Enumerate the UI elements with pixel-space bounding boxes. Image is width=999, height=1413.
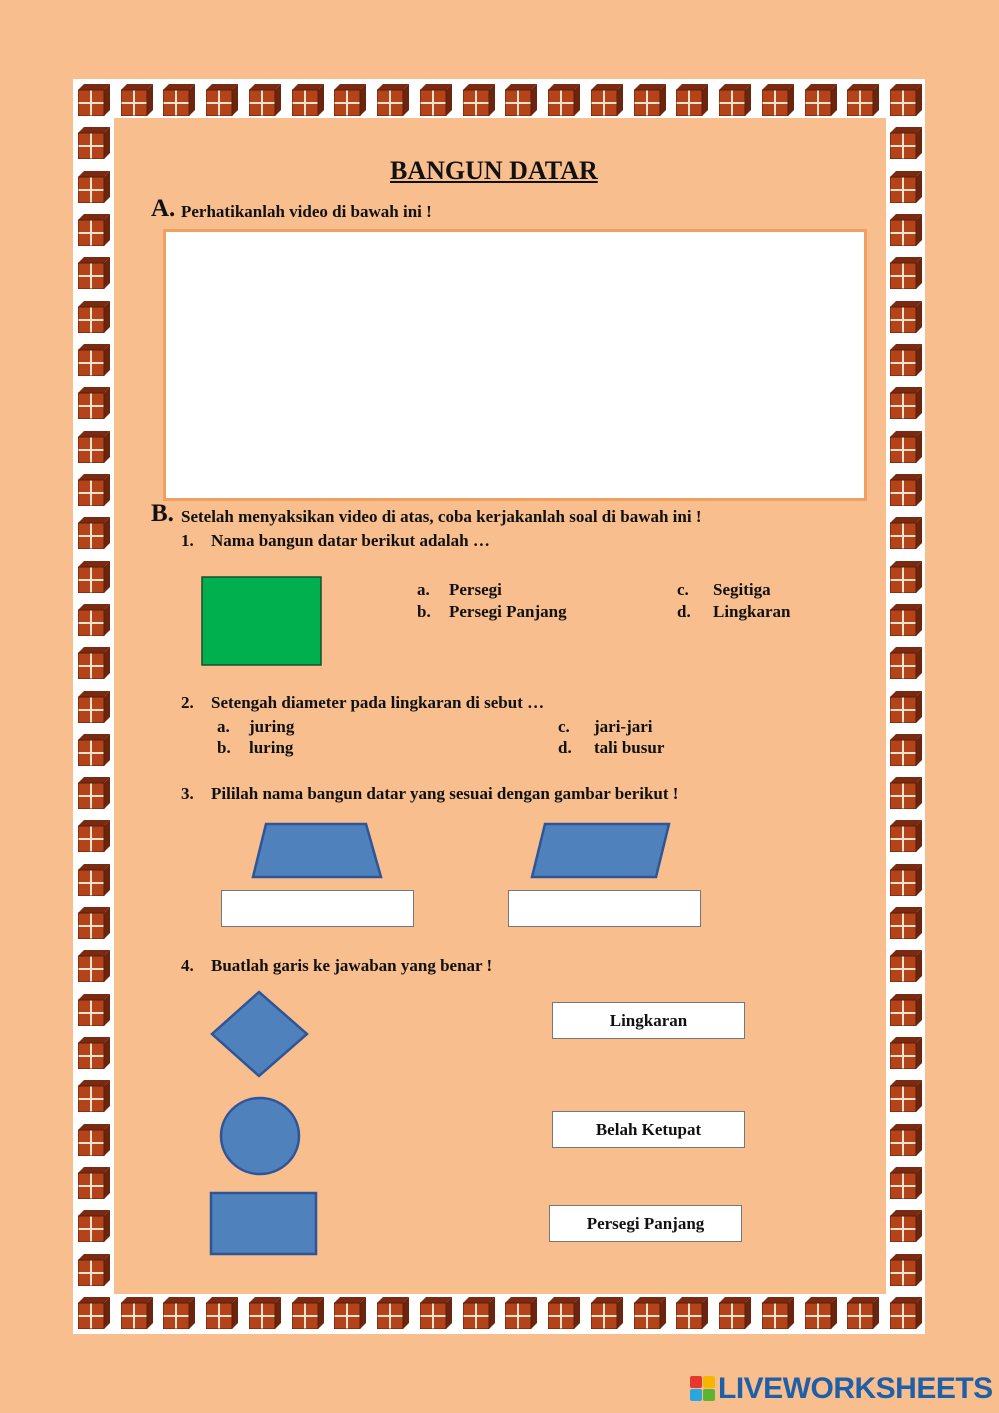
- q1-option-a-letter: a.: [417, 580, 430, 599]
- liveworksheets-logo-icon: [690, 1376, 716, 1402]
- brick-icon: [847, 1297, 879, 1329]
- brick-icon: [420, 1297, 452, 1329]
- brick-icon: [505, 1297, 537, 1329]
- question-4-number: 4.: [181, 956, 194, 975]
- circle-icon[interactable]: [218, 1095, 302, 1177]
- brick-icon: [78, 1167, 110, 1199]
- q2-option-d-letter: d.: [558, 738, 572, 757]
- brick-icon: [890, 431, 922, 463]
- q1-option-c[interactable]: Segitiga: [713, 580, 771, 599]
- brick-icon: [78, 907, 110, 939]
- green-square-icon: [201, 576, 323, 667]
- q4-label-lingkaran[interactable]: Lingkaran: [552, 1002, 745, 1039]
- brick-icon: [463, 84, 495, 116]
- brick-icon: [591, 84, 623, 116]
- worksheet-title: BANGUN DATAR: [390, 156, 598, 185]
- brick-icon: [78, 1210, 110, 1242]
- brick-icon: [890, 344, 922, 376]
- brick-icon: [78, 604, 110, 636]
- brick-icon: [377, 84, 409, 116]
- brick-icon: [163, 84, 195, 116]
- brick-icon: [762, 1297, 794, 1329]
- brick-icon: [505, 84, 537, 116]
- brick-icon: [890, 647, 922, 679]
- brick-icon: [548, 1297, 580, 1329]
- brick-icon: [890, 84, 922, 116]
- brick-icon: [805, 84, 837, 116]
- brick-icon: [634, 84, 666, 116]
- brick-icon: [890, 691, 922, 723]
- brick-icon: [890, 127, 922, 159]
- brick-icon: [890, 1124, 922, 1156]
- section-a-letter: A.: [151, 195, 176, 222]
- q2-option-b-letter: b.: [217, 738, 231, 757]
- video-frame[interactable]: [163, 229, 867, 501]
- brick-icon: [78, 1254, 110, 1286]
- q2-option-d[interactable]: tali busur: [594, 738, 665, 757]
- brick-icon: [78, 777, 110, 809]
- brick-icon: [890, 517, 922, 549]
- brick-icon: [719, 84, 751, 116]
- brick-icon: [847, 84, 879, 116]
- q1-option-c-letter: c.: [677, 580, 689, 599]
- brick-icon: [292, 1297, 324, 1329]
- brick-icon: [890, 1167, 922, 1199]
- brick-icon: [78, 1124, 110, 1156]
- q4-label-belah-ketupat[interactable]: Belah Ketupat: [552, 1111, 745, 1148]
- brick-icon: [890, 864, 922, 896]
- brick-icon: [78, 691, 110, 723]
- brick-icon: [249, 1297, 281, 1329]
- brick-icon: [249, 84, 281, 116]
- brick-icon: [676, 84, 708, 116]
- q4-label-persegi-panjang[interactable]: Persegi Panjang: [549, 1205, 742, 1242]
- q2-option-c[interactable]: jari-jari: [594, 717, 653, 736]
- brick-icon: [121, 84, 153, 116]
- q1-option-b-letter: b.: [417, 602, 431, 621]
- q2-option-b[interactable]: luring: [249, 738, 294, 757]
- brick-icon: [890, 387, 922, 419]
- brick-icon: [78, 344, 110, 376]
- brick-icon: [78, 474, 110, 506]
- brick-icon: [78, 214, 110, 246]
- brick-icon: [890, 171, 922, 203]
- brick-icon: [78, 1037, 110, 1069]
- brick-icon: [634, 1297, 666, 1329]
- q1-option-d-letter: d.: [677, 602, 691, 621]
- brick-icon: [206, 84, 238, 116]
- brick-icon: [890, 1210, 922, 1242]
- question-3-number: 3.: [181, 784, 194, 803]
- question-2-number: 2.: [181, 693, 194, 712]
- question-1-number: 1.: [181, 531, 194, 550]
- section-b-instruction: Setelah menyaksikan video di atas, coba kerjakanlah soal di bawah ini !: [181, 507, 702, 526]
- brick-icon: [78, 171, 110, 203]
- q1-option-d[interactable]: Lingkaran: [713, 602, 791, 621]
- question-4-text: Buatlah garis ke jawaban yang benar !: [211, 956, 493, 975]
- brick-icon: [890, 820, 922, 852]
- brick-icon: [890, 734, 922, 766]
- section-a-instruction: Perhatikanlah video di bawah ini !: [181, 202, 432, 221]
- section-b-letter: B.: [151, 500, 174, 527]
- brick-icon: [78, 561, 110, 593]
- q1-option-b[interactable]: Persegi Panjang: [449, 602, 567, 621]
- brick-icon: [78, 387, 110, 419]
- brick-icon: [890, 1037, 922, 1069]
- brick-icon: [676, 1297, 708, 1329]
- brick-icon: [78, 950, 110, 982]
- brick-icon: [890, 257, 922, 289]
- brick-icon: [890, 1080, 922, 1112]
- brick-icon: [890, 1254, 922, 1286]
- brick-icon: [163, 1297, 195, 1329]
- brick-icon: [78, 1297, 110, 1329]
- rectangle-icon[interactable]: [209, 1191, 319, 1257]
- rhombus-icon[interactable]: [209, 990, 310, 1079]
- brick-icon: [762, 84, 794, 116]
- brick-icon: [890, 474, 922, 506]
- parallelogram-icon: [529, 822, 672, 880]
- brick-icon: [78, 127, 110, 159]
- brick-icon: [78, 84, 110, 116]
- q2-option-a-letter: a.: [217, 717, 230, 736]
- brick-icon: [78, 257, 110, 289]
- q3-answer-input-2[interactable]: [508, 890, 701, 927]
- brick-icon: [890, 561, 922, 593]
- brick-icon: [78, 1080, 110, 1112]
- brick-icon: [591, 1297, 623, 1329]
- question-1-text: Nama bangun datar berikut adalah …: [211, 531, 490, 550]
- brick-icon: [890, 1297, 922, 1329]
- brick-icon: [78, 734, 110, 766]
- brick-icon: [805, 1297, 837, 1329]
- brick-icon: [78, 820, 110, 852]
- brick-icon: [890, 777, 922, 809]
- brick-icon: [292, 84, 324, 116]
- q2-option-c-letter: c.: [558, 717, 570, 736]
- brick-icon: [548, 84, 580, 116]
- question-3-text: Pililah nama bangun datar yang sesuai dengan gambar berikut !: [211, 784, 679, 803]
- brick-icon: [334, 84, 366, 116]
- q3-answer-input-1[interactable]: [221, 890, 414, 927]
- brick-icon: [890, 301, 922, 333]
- brick-icon: [420, 84, 452, 116]
- liveworksheets-logo-text: LIVEWORKSHEETS: [718, 1372, 993, 1405]
- brick-icon: [890, 604, 922, 636]
- brick-icon: [890, 950, 922, 982]
- brick-icon: [377, 1297, 409, 1329]
- brick-icon: [78, 994, 110, 1026]
- brick-icon: [78, 647, 110, 679]
- question-2-text: Setengah diameter pada lingkaran di sebut …: [211, 693, 545, 712]
- brick-icon: [890, 214, 922, 246]
- brick-icon: [890, 907, 922, 939]
- brick-icon: [78, 301, 110, 333]
- liveworksheets-logo: [690, 1372, 993, 1406]
- trapezoid-icon: [250, 822, 384, 880]
- brick-icon: [334, 1297, 366, 1329]
- brick-icon: [121, 1297, 153, 1329]
- brick-icon: [78, 431, 110, 463]
- brick-icon: [78, 517, 110, 549]
- brick-icon: [206, 1297, 238, 1329]
- brick-icon: [719, 1297, 751, 1329]
- brick-icon: [463, 1297, 495, 1329]
- brick-icon: [78, 864, 110, 896]
- q2-option-a[interactable]: juring: [249, 717, 295, 736]
- q1-option-a[interactable]: Persegi: [449, 580, 502, 599]
- brick-icon: [890, 994, 922, 1026]
